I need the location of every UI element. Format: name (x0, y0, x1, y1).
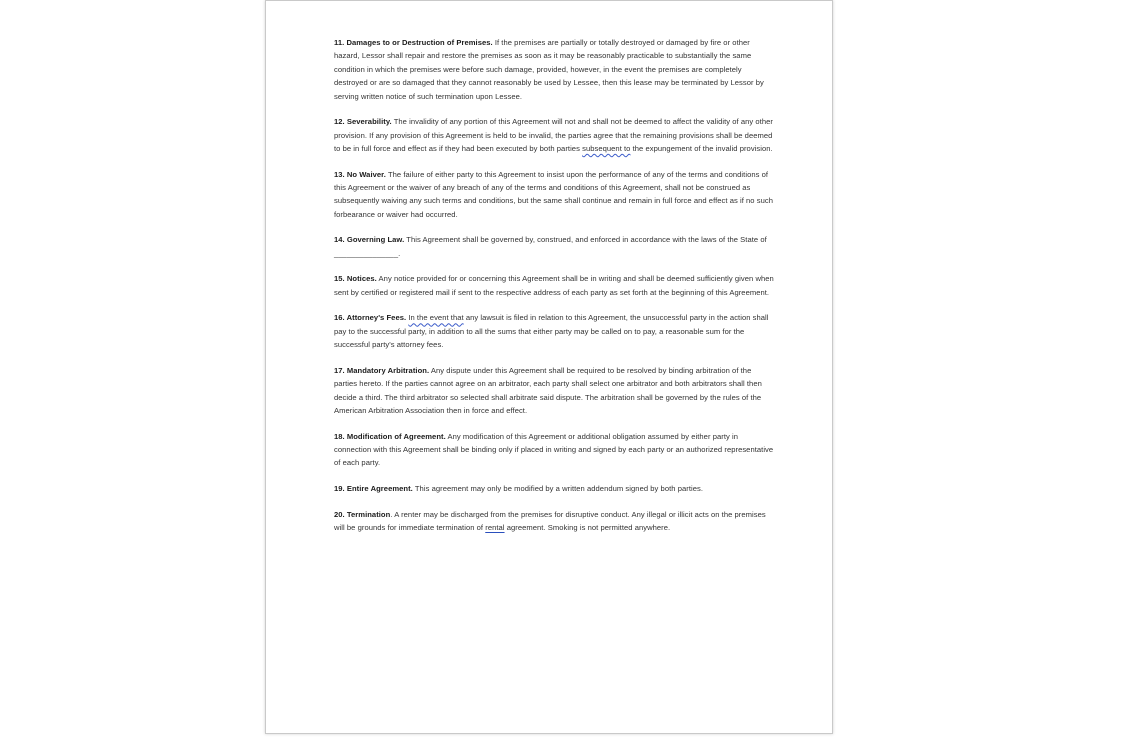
clause-title: 19. Entire Agreement. (334, 484, 413, 494)
clause-text: This agreement may only be modified by a written addendum signed by both parties. (412, 484, 703, 494)
clause-title: 16. Attorney's Fees. (334, 313, 407, 323)
clause-18 (334, 430, 774, 470)
spelling-flagged-word[interactable]: rental (485, 523, 505, 533)
clause-20 (334, 508, 774, 535)
clause-title: 18. Modification of Agreement. (334, 431, 446, 441)
page-content (334, 36, 774, 547)
clause-title: 17. Mandatory Arbitration. (334, 365, 430, 375)
grammar-flagged-phrase[interactable]: subsequent to (582, 144, 631, 154)
clause-title: 12. Severability. (334, 117, 392, 127)
clause-title: 11. Damages to or Destruction of Premises. (334, 38, 493, 47)
clause-text: Any dispute under this Agreement shall be required to be resolved by binding arbitration of the parties hereto. If the parties cannot agree on an arbitrator, each party shall select one arbitrator and both arbitrators shall then decide a third. The third arbitrator so selected shall arbitrate said dispute. The arbitration shall be governed by the rules of the American Arbitration Association then in force and effect. (334, 365, 762, 416)
clause-16 (334, 311, 774, 351)
grammar-flagged-phrase[interactable]: In the event that (408, 313, 464, 323)
clause-17 (334, 364, 774, 418)
clause-text: agreement. Smoking is not permitted anywhere. (504, 523, 671, 533)
clause-text: This Agreement shall be governed by, construed, and enforced in accordance with the laws of the State of _______________. (334, 235, 767, 258)
clause-12 (334, 115, 774, 155)
clause-13 (334, 168, 774, 222)
clause-15 (334, 272, 774, 299)
clause-text: The invalidity of any portion of this Agreement will not and shall not be deemed to affect the validity of any other provision. If any provision of this Agreement is held to be invalid, the parties agree that the remaining provisions shall be deemed to be in full force and effect as if they had been executed by both parties (334, 117, 773, 154)
clause-text: Any notice provided for or concerning this Agreement shall be in writing and shall be deemed sufficiently given when sent by certified or registered mail if sent to the respective address of each party as set forth at the beginning of this Agreement. (334, 274, 774, 297)
clause-text: . A renter may be discharged from the premises for disruptive conduct. Any illegal or illicit acts on the premises will be grounds for immediate termination of (334, 509, 766, 533)
document-page (265, 0, 833, 734)
clause-text: any lawsuit is filed in relation to this Agreement, the unsuccessful party in the action shall pay to the successful party, in addition to all the sums that either party may be called on to pay, a reasonable sum for the successful party's attorney fees. (334, 313, 769, 350)
clause-title: 13. No Waiver. (334, 169, 386, 179)
clause-title: 14. Governing Law. (334, 235, 405, 245)
clause-14 (334, 233, 774, 260)
clause-text: If the premises are partially or totally destroyed or damaged by fire or other hazard, Lessor shall repair and restore the premises as soon as it may be reasonably practicable to substantially the same condition in which the premises were before such damage, provided, however, in the event the premises are completely destroyed or are so damaged that they cannot reasonably be used by Lessee, then this lease may be terminated by Lessor by serving written notice of such termination upon Lessee. (334, 38, 764, 101)
clause-text: the expungement of the invalid provision. (630, 144, 773, 154)
clause-title: 15. Notices. (334, 274, 377, 284)
clause-title: 20. Termination (334, 509, 391, 519)
clause-text: The failure of either party to this Agreement to insist upon the performance of any of the terms and conditions of this Agreement or the waiver of any breach of any of the terms and conditions of this Agreement, shall not be construed as subsequently waiving any such terms and conditions, but the same shall continue and remain in full force and effect as if no such forbearance or waiver had occurred. (334, 169, 773, 219)
clause-text: Any modification of this Agreement or additional obligation assumed by either party in connection with this Agreement shall be binding only if placed in writing and signed by each party or an authorized representative of each party. (334, 431, 774, 468)
clause-11 (334, 36, 774, 103)
clause-19 (334, 482, 774, 495)
